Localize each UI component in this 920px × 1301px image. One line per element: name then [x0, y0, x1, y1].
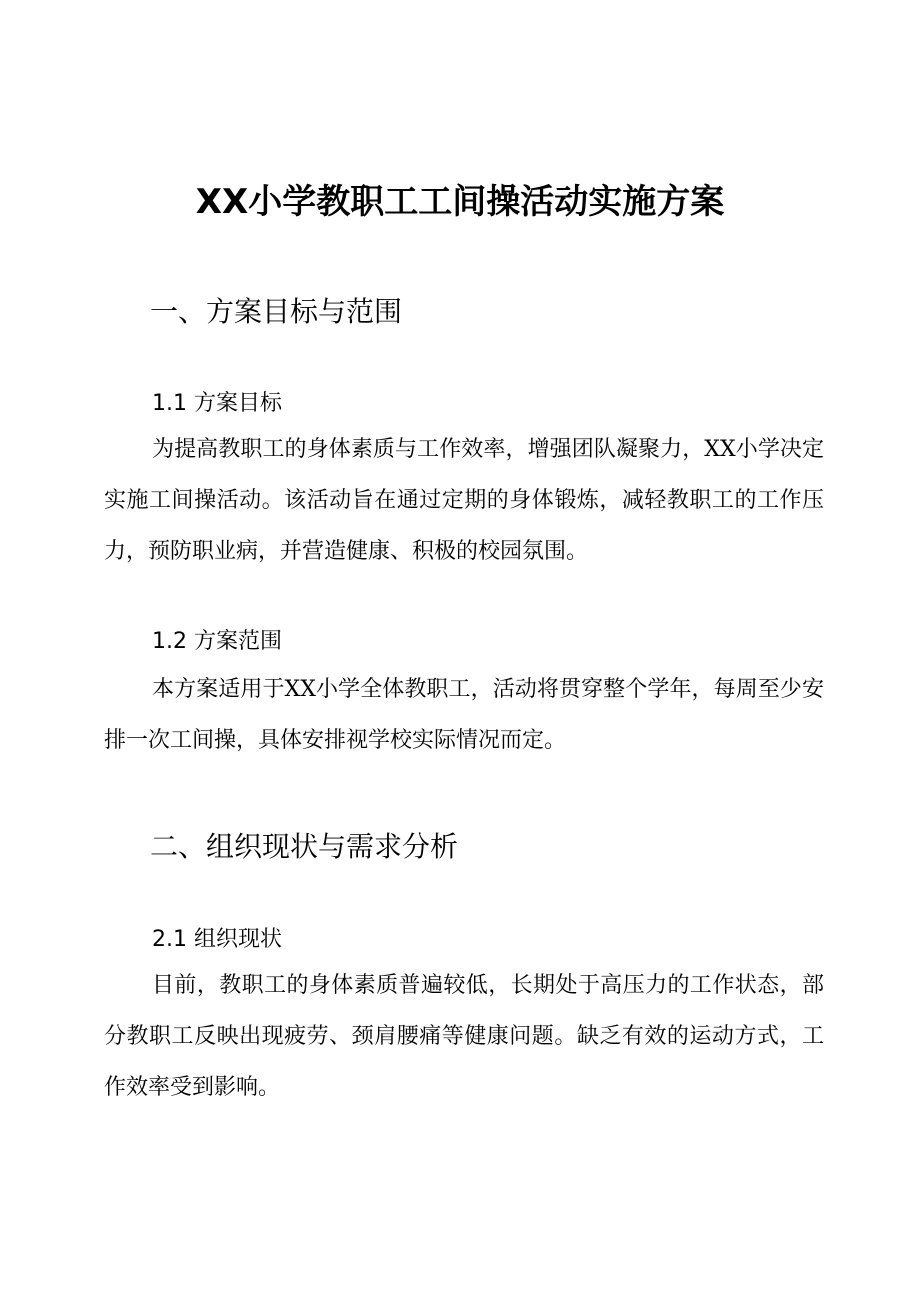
- paragraph-1-1: 为提高教职工的身体素质与工作效率，增强团队凝聚力，XX小学决定实施工间操活动。该活动旨在通过定期的身体锻炼，减轻教职工的工作压力，预防职业病，并营造健康、积极的校园氛围。: [104, 437, 824, 564]
- paragraph-1-2: 本方案适用于XX小学全体教职工，活动将贯穿整个学年，每周至少安排一次工间操，具体安排视学校实际情况而定。: [104, 677, 824, 753]
- section-heading-2: 二、组织现状与需求分析: [150, 830, 459, 863]
- subsection-heading-2-1: 2.1 组织现状: [152, 927, 282, 952]
- paragraph-2-1: 目前，教职工的身体素质普遍较低，长期处于高压力的工作状态，部分教职工反映出现疲劳、颈肩腰痛等健康问题。缺乏有效的运动方式，工作效率受到影响。: [104, 973, 824, 1100]
- subsection-heading-1-2: 1.2 方案范围: [152, 629, 282, 654]
- section-heading-1: 一、方案目标与范围: [150, 295, 403, 328]
- subsection-heading-1-1: 1.1 方案目标: [152, 391, 282, 416]
- document-title: XX小学教职工工间操活动实施方案: [195, 182, 725, 222]
